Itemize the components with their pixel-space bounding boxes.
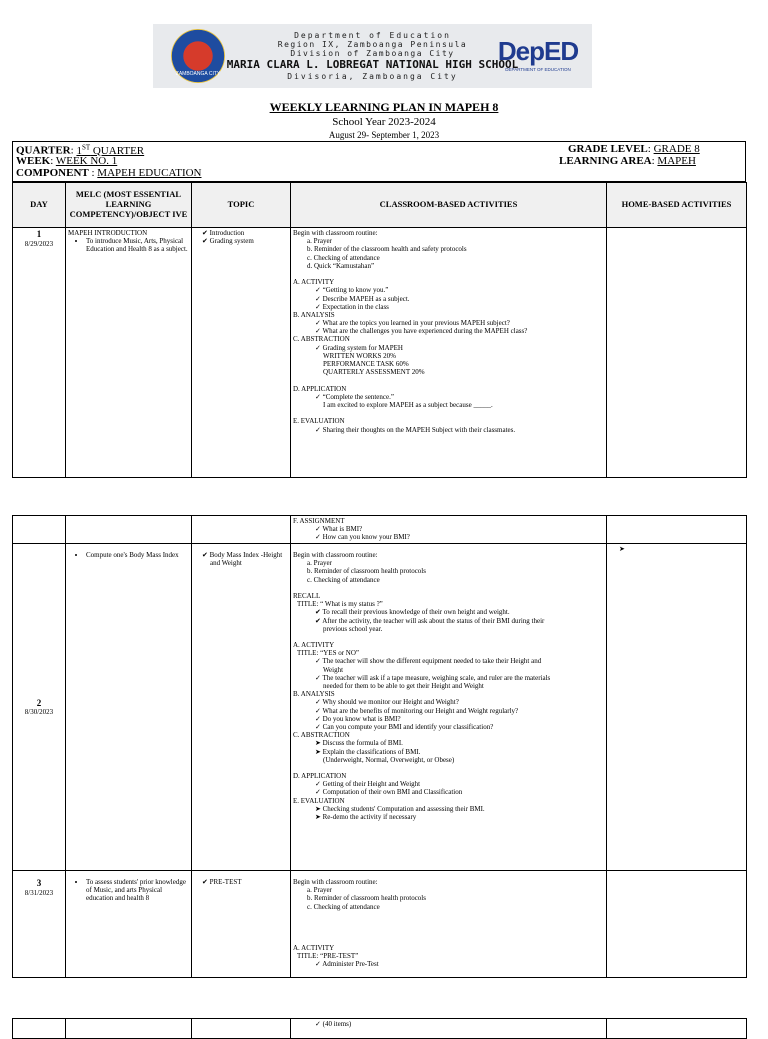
component-row: COMPONENT : MAPEH EDUCATION <box>16 167 202 179</box>
table-row-day-1-cont <box>13 516 747 544</box>
activities-cell <box>291 871 607 978</box>
activity-line: ✓ “Complete the sentence.” <box>315 392 394 401</box>
activities-cell <box>291 1019 607 1039</box>
topic-list <box>194 878 288 886</box>
activity-line: b. Reminder of classroom health protocols <box>307 894 426 903</box>
melc-title: MAPEH INTRODUCTION <box>68 229 148 237</box>
activity-line: needed for them to be able to get their Height and Weight <box>323 682 484 690</box>
activity-line: E. EVALUATION <box>293 796 345 805</box>
melc-cell <box>66 516 192 544</box>
activity-line: Begin with classroom routine: <box>293 878 378 886</box>
deped-logo-sub: DEPARTMENT OF EDUCATION <box>505 67 571 72</box>
quarter-value: 1ST QUARTER <box>76 143 145 157</box>
melc-cell <box>66 544 192 871</box>
day-date: 8/31/2023 <box>24 888 54 897</box>
activities-cell <box>291 516 607 544</box>
grade-value: GRADE 8 <box>653 143 700 155</box>
activity-list <box>293 229 604 434</box>
col-day: DAY <box>13 183 66 228</box>
check-icon: ✔ <box>202 551 210 559</box>
topic-cell <box>192 871 291 978</box>
activity-line: ✔ To recall their previous knowledge of their own height and weight. <box>315 608 510 617</box>
column-header-row <box>13 183 747 228</box>
home-cell <box>607 228 747 478</box>
activity-list <box>293 551 604 821</box>
component-value: MAPEH EDUCATION <box>97 167 202 179</box>
table-row-day-2 <box>13 544 747 871</box>
activity-line <box>293 927 604 935</box>
col-melc: MELC (MOST ESSENTIAL LEARNING COMPETENCY)/OBJECT IVE <box>66 183 192 228</box>
area-value: MAPEH <box>657 155 696 167</box>
activity-line: ➤ Re-demo the activity if necessary <box>315 813 417 821</box>
topic-item <box>202 237 288 245</box>
activity-line: ✓ “Getting to know you.” <box>315 286 389 295</box>
activities-cell <box>291 228 607 478</box>
activity-line: E. EVALUATION <box>293 417 345 426</box>
doc-title: WEEKLY LEARNING PLAN IN MAPEH 8 <box>269 100 499 114</box>
deped-logo-text: DepED <box>497 36 579 66</box>
topic-label: Grading system <box>209 237 254 246</box>
activity-line: ✓ Expectation in the class <box>315 302 389 311</box>
melc-item: • To assess students' prior knowledge of Music, and arts Physical education and health 8 <box>86 878 189 903</box>
activity-line: Weight <box>323 665 344 674</box>
melc-cell <box>66 1019 192 1039</box>
school-banner <box>153 24 592 88</box>
day-cell <box>13 228 66 478</box>
day-cell <box>13 871 66 978</box>
activity-line: d. Quick “Kamustahan” <box>307 261 375 270</box>
activity-line: a. Prayer <box>307 237 332 246</box>
activity-line: ✓ Computation of their own BMI and Classification <box>315 788 463 797</box>
plan-header <box>12 141 746 182</box>
day-cell <box>13 1019 66 1039</box>
activity-line: ➤ Explain the classifications of BMI. <box>315 747 421 756</box>
activity-line: ✔ After the activity, the teacher will ask about the status of their BMI during their <box>315 616 545 625</box>
table-row-day-3 <box>13 871 747 978</box>
day-cell <box>13 516 66 544</box>
activity-line: ✓ Can you compute your BMI and identify your classification? <box>315 722 494 731</box>
activity-line: D. APPLICATION <box>293 772 347 781</box>
activity-line <box>293 633 604 641</box>
activity-line: TITLE: “PRE-TEST” <box>297 951 359 960</box>
col-classroom: CLASSROOM-BASED ACTIVITIES <box>291 183 607 228</box>
activity-line <box>293 376 604 384</box>
activity-line: ✓ Describe MAPEH as a subject. <box>315 294 410 303</box>
activities-cell <box>291 544 607 871</box>
area-row: LEARNING AREA: MAPEH <box>559 155 696 167</box>
banner-line-2: Region IX, Zamboanga Peninsula <box>277 40 468 49</box>
activity-line: Begin with classroom routine: <box>293 229 378 237</box>
activity-line: I am excited to explore MAPEH as a subject because _____. <box>323 400 493 409</box>
activity-line: b. Reminder of classroom health protocols <box>307 567 426 576</box>
day-number: 1 <box>36 229 42 239</box>
activity-line: b. Reminder of the classroom health and safety protocols <box>307 245 467 254</box>
school-year: School Year 2023-2024 <box>332 116 436 128</box>
activity-line: ➤ Checking students' Computation and assessing their BMI. <box>315 804 485 813</box>
topic-cell <box>192 544 291 871</box>
seal-text: ZAMBOANGA CITY <box>175 71 221 77</box>
activity-line: TITLE: “YES or NO” <box>297 649 360 658</box>
activity-line: ✓ Why should we monitor our Height and Weight? <box>315 698 459 707</box>
activity-line: C. ABSTRACTION <box>293 335 350 344</box>
activity-line: PERFORMANCE TASK 60% <box>323 360 409 368</box>
activity-line: B. ANALYSIS <box>293 690 335 699</box>
activity-line: WRITTEN WORKS 20% <box>323 351 396 360</box>
quarter-label: QUARTER <box>16 144 71 157</box>
activity-line: ✓ Sharing their thoughts on the MAPEH Subject with their classmates. <box>315 425 516 434</box>
activity-line: ✓ How can you know your BMI? <box>315 533 410 542</box>
topic-item <box>202 229 288 237</box>
activity-line: (Underweight, Normal, Overweight, or Obese) <box>323 755 455 764</box>
area-label: LEARNING AREA <box>559 155 652 167</box>
school-location: Divisoria, Zamboanga City <box>287 72 458 81</box>
home-cell <box>607 1019 747 1039</box>
melc-cell <box>66 871 192 978</box>
week-value: WEEK NO. 1 <box>55 155 118 167</box>
day-date: 8/29/2023 <box>24 239 54 248</box>
check-icon: ✔ <box>202 237 210 246</box>
topic-item <box>202 878 288 886</box>
activity-line: ✓ What are the challenges you have experienced during the MAPEH class? <box>315 327 528 336</box>
activity-line: Begin with classroom routine: <box>293 551 378 559</box>
col-home: HOME-BASED ACTIVITIES <box>607 183 747 228</box>
topic-list <box>194 551 288 567</box>
deped-logo <box>490 36 586 72</box>
topic-label: PRE-TEST <box>209 878 242 886</box>
melc-list <box>68 237 189 253</box>
activity-line: C. ABSTRACTION <box>293 731 350 740</box>
activity-line <box>293 935 604 943</box>
melc-item: • To introduce Music, Arts, Physical Education and Health 8 as a subject. <box>86 237 189 253</box>
activity-line: a. Prayer <box>307 886 332 895</box>
activity-line: ✓ What are the benefits of monitoring our Height and Weight regularly? <box>315 706 519 715</box>
topic-cell <box>192 1019 291 1039</box>
topic-cell <box>192 516 291 544</box>
home-cell <box>607 544 747 871</box>
week-label: WEEK <box>16 155 51 167</box>
activity-line: QUARTERLY ASSESSMENT 20% <box>323 368 425 377</box>
grade-row: GRADE LEVEL: GRADE 8 <box>568 143 700 155</box>
melc-item: • Compute one's Body Mass Index <box>86 551 189 559</box>
activity-line: A. ACTIVITY <box>293 641 335 650</box>
activity-line: ✓ The teacher will show the different equipment needed to take their Height and <box>315 657 542 666</box>
activity-line: ✓ Grading system for MAPEH <box>315 343 403 352</box>
activity-line: ➤ Discuss the formula of BMI. <box>315 739 403 748</box>
activity-line: ✓ Do you know what is BMI? <box>315 714 401 723</box>
activity-line: c. Checking of attendance <box>307 253 380 262</box>
activity-line: TITLE: “ What is my status ?” <box>297 600 383 609</box>
activity-line <box>293 584 604 592</box>
arrow-icon: ➤ <box>619 545 625 553</box>
table-row-day-3-cont <box>13 1019 747 1039</box>
melc-list <box>68 878 189 903</box>
day-date: 8/30/2023 <box>24 708 54 717</box>
table-row-day-1 <box>13 228 747 478</box>
day-number: 3 <box>36 878 42 888</box>
col-topic: TOPIC <box>192 183 291 228</box>
activity-line: ✓ (40 items) <box>315 1020 352 1028</box>
topic-item <box>202 551 288 567</box>
activity-list <box>293 517 604 542</box>
activity-line: a. Prayer <box>307 559 332 568</box>
activity-line <box>293 911 604 919</box>
home-cell <box>607 516 747 544</box>
activity-list <box>293 878 604 968</box>
melc-cell <box>66 228 192 478</box>
activity-line: A. ACTIVITY <box>293 278 335 287</box>
activity-line <box>293 270 604 278</box>
activity-line: ✓ What is BMI? <box>315 525 363 534</box>
check-icon: ✔ <box>202 229 210 237</box>
activity-line: ✓ The teacher will ask if a tape measure, weighing scale, and ruler are the materials <box>315 673 551 682</box>
activity-line <box>293 409 604 417</box>
activity-line: B. ANALYSIS <box>293 310 335 319</box>
school-name: MARIA CLARA L. LOBREGAT NATIONAL HIGH SCHOOL <box>226 58 519 71</box>
quarter-row: QUARTER: 1ST QUARTER <box>16 143 145 157</box>
topic-list <box>194 229 288 245</box>
activity-line: previous school year. <box>323 624 383 633</box>
check-icon: ✔ <box>202 878 210 886</box>
topic-label: Introduction <box>209 229 245 237</box>
banner-line-3: Division of Zamboanga City <box>290 49 455 58</box>
learning-plan-table-3 <box>12 1018 747 1039</box>
day-cell <box>13 544 66 871</box>
activity-line: RECALL <box>293 591 321 600</box>
activity-line <box>293 919 604 927</box>
activity-line: A. ACTIVITY <box>293 943 335 952</box>
date-range: August 29- September 1, 2023 <box>328 130 440 140</box>
home-cell <box>607 871 747 978</box>
activity-line: ✓ Administer Pre-Test <box>315 959 379 968</box>
activity-line: c. Checking of attendance <box>307 575 380 584</box>
learning-plan-table-2 <box>12 515 747 978</box>
topic-cell <box>192 228 291 478</box>
activity-line: D. APPLICATION <box>293 384 347 393</box>
day-number: 2 <box>36 697 42 708</box>
grade-label: GRADE LEVEL <box>568 143 648 155</box>
activity-line <box>293 764 604 772</box>
topic-label: Body Mass Index -Height and Weight <box>209 551 283 568</box>
learning-plan-table-1 <box>12 182 747 478</box>
week-row: WEEK: WEEK NO. 1 <box>16 155 118 167</box>
activity-line: ✓ Getting of their Height and Weight <box>315 780 421 789</box>
activity-line: ✓ What are the topics you learned in your previous MAPEH subject? <box>315 319 510 328</box>
component-label: COMPONENT <box>16 167 89 179</box>
activity-list <box>293 1020 604 1028</box>
banner-line-1: Department of Education <box>294 31 451 40</box>
melc-list <box>68 551 189 559</box>
activity-line: c. Checking of attendance <box>307 902 380 911</box>
activity-line: F. ASSIGNMENT <box>293 517 345 525</box>
